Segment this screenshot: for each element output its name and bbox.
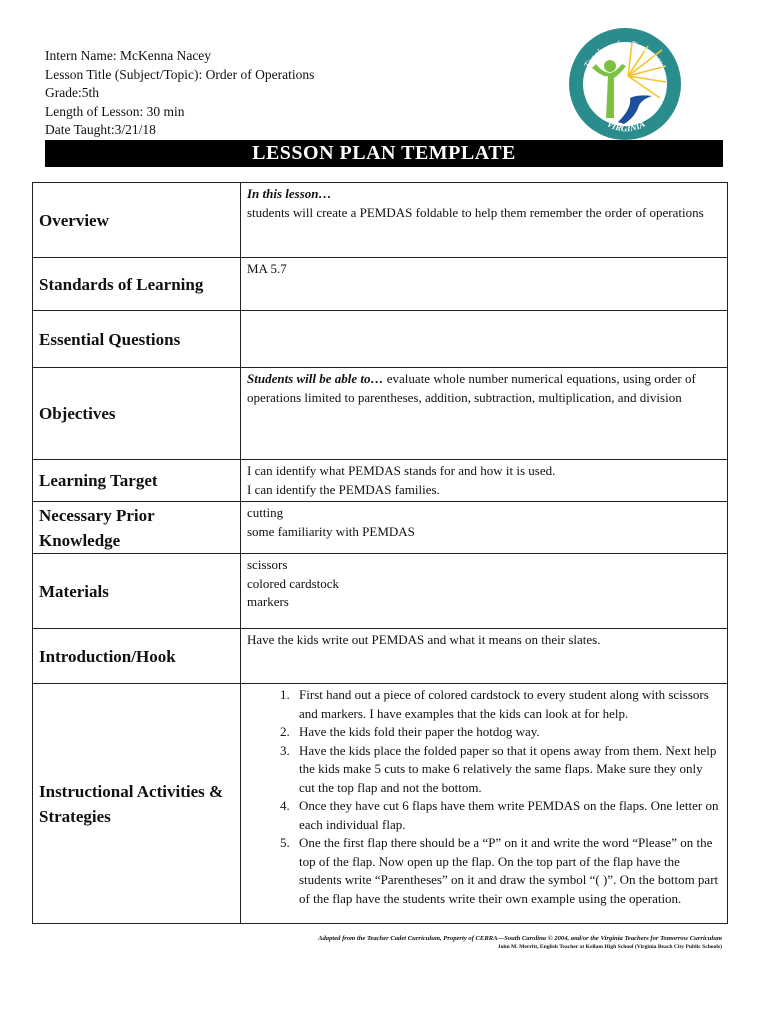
- content-materials: [241, 554, 728, 629]
- prior-line: cutting: [247, 505, 284, 520]
- overview-lead: In this lesson…: [247, 186, 332, 201]
- label-prior-knowledge: Necessary Prior Knowledge: [33, 502, 241, 554]
- label-instructional: Instructional Activities & Strategies: [33, 684, 241, 924]
- instruction-steps: [247, 686, 721, 908]
- content-essential-questions: [241, 311, 728, 368]
- material-item: markers: [247, 594, 289, 609]
- content-overview: [241, 183, 728, 258]
- row-objectives: [33, 368, 728, 460]
- instruction-step: 4. Once they have cut 6 flaps have them write PEMDAS on the flaps. One letter on each individual flap.: [293, 797, 721, 834]
- prior-line: some familiarity with PEMDAS: [247, 523, 415, 539]
- content-standards: MA 5.7: [241, 258, 728, 311]
- content-objectives: [241, 368, 728, 460]
- row-prior-knowledge: [33, 502, 728, 554]
- lesson-plan-title: LESSON PLAN TEMPLATE: [45, 140, 723, 167]
- grade: Grade:5th: [45, 85, 99, 100]
- row-materials: [33, 554, 728, 629]
- material-item: scissors: [247, 557, 288, 572]
- label-learning-target: Learning Target: [33, 460, 241, 502]
- row-learning-target: [33, 460, 728, 502]
- date-taught: Date Taught:3/21/18: [45, 122, 156, 137]
- row-introduction: [33, 629, 728, 684]
- instruction-step: 1. First hand out a piece of colored cardstock to every student along with scissors and markers. I have examples that the kids can look at for help.: [293, 686, 721, 723]
- lesson-plan-table: [32, 182, 728, 924]
- logo-bottom-text: VIRGINIA: [605, 118, 647, 134]
- row-standards: [33, 258, 728, 311]
- target-line: I can identify the PEMDAS families.: [247, 481, 440, 497]
- label-introduction: Introduction/Hook: [33, 629, 241, 684]
- lesson-header-info: [45, 47, 314, 140]
- material-item: colored cardstock: [247, 575, 340, 591]
- row-overview: [33, 183, 728, 258]
- content-learning-target: [241, 460, 728, 502]
- row-essential-questions: [33, 311, 728, 368]
- content-introduction: Have the kids write out PEMDAS and what it means on their slates.: [241, 629, 728, 684]
- target-line: I can identify what PEMDAS stands for and how it is used.: [247, 463, 556, 478]
- logo-top-text: Teachers for Tomorrow: [582, 39, 668, 71]
- intern-name: Intern Name: McKenna Nacey: [45, 48, 212, 63]
- label-overview: Overview: [33, 183, 241, 258]
- instruction-step: 3. Have the kids place the folded paper so that it opens away from them. Next help the kids make 5 cuts to make 6 relatively the same flaps. Make sure they only cut the top flap and not the bottom.: [293, 742, 721, 798]
- objectives-lead: Students will be able to…: [247, 371, 384, 386]
- label-materials: Materials: [33, 554, 241, 629]
- instruction-step: 5. One the first flap there should be a “P” on it and write the word “Please” on the top of the flap. Now open up the flap. On the top part of the flap have the students write “Parentheses” on it and draw the symbol “( )”. On the bottom part of the flap have the students write their own example using the operation.: [293, 834, 721, 908]
- content-instructional: [241, 684, 728, 924]
- row-instructional: [33, 684, 728, 924]
- footer-credit: Adapted from the Teacher Cadet Curriculum, Property of CERRA—South Carolina © 2004, and/or the Virginia Teachers for Tomorrow Curriculum: [318, 935, 722, 942]
- label-standards: Standards of Learning: [33, 258, 241, 311]
- label-essential-questions: Essential Questions: [33, 311, 241, 368]
- footer-author: John M. Merritt, English Teacher at Kellam High School (Virginia Beach City Public Schools): [497, 944, 722, 950]
- lesson-length: Length of Lesson: 30 min: [45, 103, 185, 119]
- overview-text: students will create a PEMDAS foldable to help them remember the order of operations: [247, 204, 704, 220]
- lesson-title: Lesson Title (Subject/Topic): Order of Operations: [45, 66, 315, 82]
- instruction-step: 2. Have the kids fold their paper the hotdog way.: [293, 723, 721, 742]
- label-objectives: Objectives: [33, 368, 241, 460]
- content-prior-knowledge: [241, 502, 728, 554]
- objectives-text: evaluate whole number numerical equations, using order of operations limited to parentheses, addition, subtraction, multiplication, and division: [247, 371, 696, 405]
- teachers-for-tomorrow-logo: [562, 26, 688, 142]
